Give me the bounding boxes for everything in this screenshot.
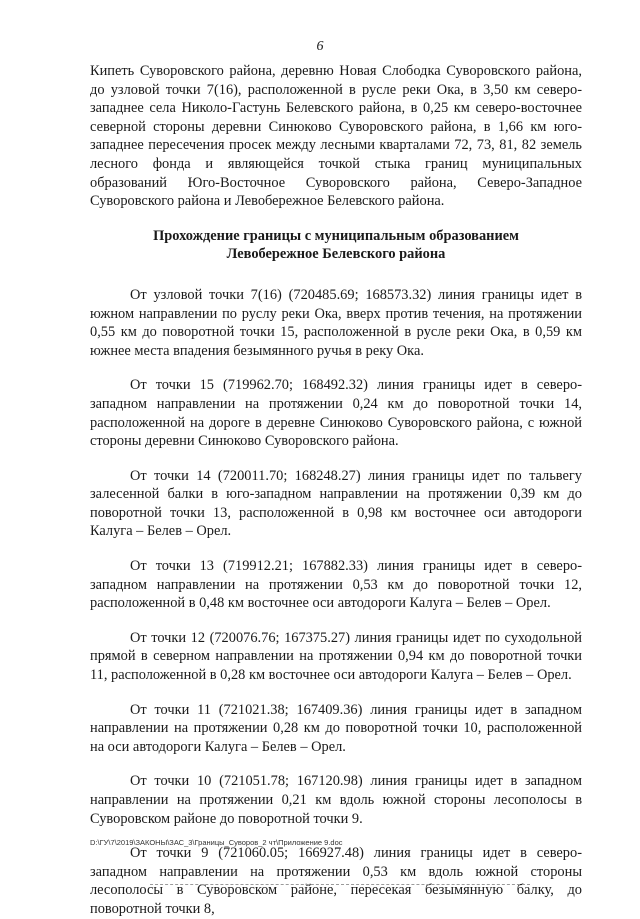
footer-file-path: D:\ГУ\7\2019\ЗАКОНЫ\ЗАС_3\Границы_Суворов_2 чт\Приложение 9.doc <box>90 838 343 847</box>
section-heading <box>90 227 582 264</box>
paragraph-point-12: От точки 12 (720076.76; 167375.27) линия границы идет по суходольной прямой в северном направлении на протяжении 0,94 км до поворотной точки 11, расположенной в 0,28 км восточнее оси автодороги Калуга – Белев – Орел. <box>90 629 582 684</box>
document-body <box>90 62 582 919</box>
paragraph-point-15: От точки 15 (719962.70; 168492.32) линия границы идет в северо-западном направлении на протяжении 0,24 км до поворотной точки 14, расположенной на дороге в деревне Синюково Суворовского района, с южной стороны деревни Синюково Суворовского района. <box>90 377 582 450</box>
bottom-divider <box>150 884 530 886</box>
page-number: 6 <box>316 39 324 54</box>
paragraph-point-7: От узловой точки 7(16) (720485.69; 168573.32) линия границы идет в южном направлении по руслу реки Ока, вверх против течения, на протяжении 0,55 км до поворотной точки 15, расположенной в русле реки Ока, в 0,59 км южнее места впадения безымянного ручья в реку Ока. <box>90 286 582 359</box>
paragraph-intro: Кипеть Суворовского района, деревню Новая Слободка Суворовского района, до узловой точки 7(16), расположенной в русле реки Ока, в 3,50 км северо-западнее села Николо-Гастунь Белевского района, в 0,25 км северо-восточнее северной стороны деревни Синюково Суворовского района, в 1,66 км юго-западнее пересечения просек между лесными кварталами 72, 73, 81, 82 земель лесного фонда и являющейся точкой стыка границ муниципальных образований Юго-Восточное Суворовского района, Северо-Западное Суворовского района и Левобережное Белевского района. <box>90 63 582 210</box>
paragraph-point-11: От точки 11 (721021.38; 167409.36) линия границы идет в западном направлении на протяжении 0,28 км до поворотной точки 10, расположенной на оси автодороги Калуга – Белев – Орел. <box>90 701 582 755</box>
section-heading-line2: Левобережное Белевского района <box>226 246 446 263</box>
section-heading-line1: Прохождение границы с муниципальным образованием <box>153 227 519 244</box>
paragraph-point-14: От точки 14 (720011.70; 168248.27) линия границы идет по тальвегу залесенной балки в юго-западном направлении на протяжении 0,39 км до поворотной точки 13, расположенной в 0,98 км восточнее оси автодороги Калуга – Белев – Орел. <box>90 467 582 540</box>
paragraph-point-9: От точки 9 (721060.05; 166927.48) линия границы идет в северо-западном направлении на протяжении 0,53 км вдоль южной стороны лесополосы в Суворовском районе, пересекая безымянную балку, до поворотной точки 8, <box>90 845 582 917</box>
paragraph-point-10: От точки 10 (721051.78; 167120.98) линия границы идет в западном направлении на протяжении 0,21 км вдоль южной стороны лесополосы в Суворовском районе до поворотной точки 9. <box>90 773 582 827</box>
paragraph-point-13: От точки 13 (719912.21; 167882.33) линия границы идет в северо-западном направлении на протяжении 0,53 км до поворотной точки 12, расположенной в 0,48 км восточнее оси автодороги Калуга – Белев – Орел. <box>90 558 582 612</box>
